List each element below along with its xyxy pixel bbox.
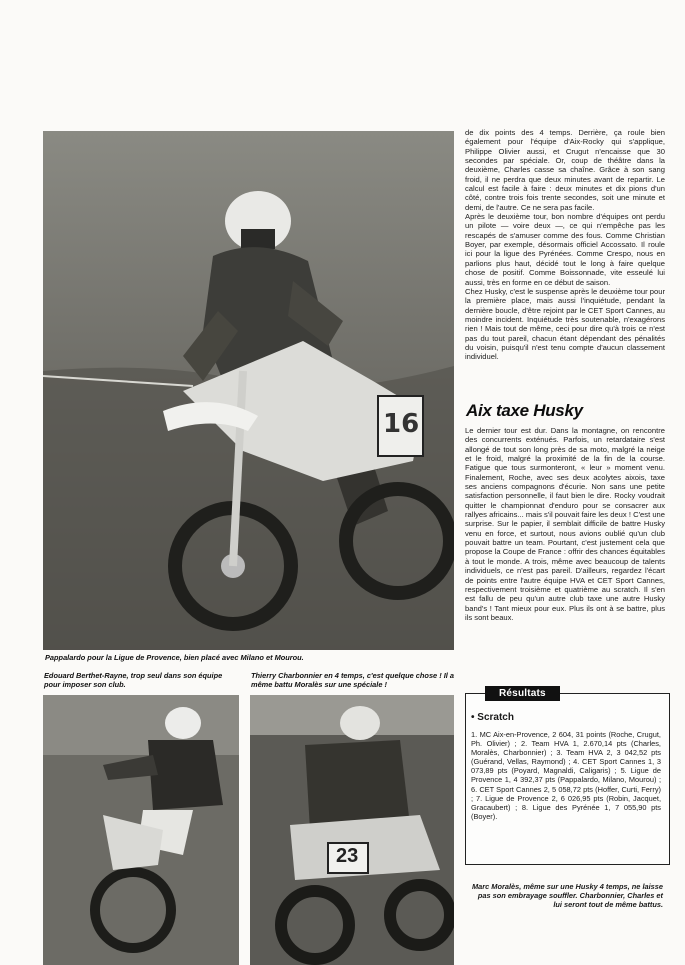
article-column-bottom bbox=[465, 426, 665, 622]
results-subheading: • Scratch bbox=[471, 712, 514, 723]
main-photo-caption: Pappalardo pour la Ligue de Provence, bien placé avec Milano et Mourou. bbox=[45, 653, 304, 662]
section-heading: Aix taxe Husky bbox=[466, 401, 583, 420]
main-photo bbox=[43, 131, 454, 650]
rider-illustration bbox=[250, 695, 454, 965]
article-paragraph: de dix points des 4 temps. Derrière, ça roule bien également pour l'équipe d'Aix-Rocky qui s'applique, Philippe Olivier aussi, et Crugut n'encaisse que 30 secondes par spéciale. Or, coup de théâtre dans la deuxième, Charles casse sa chaîne. Grâce à son sang froid, il ne perdra que deux minutes avant de repartir. Le calcul est facile à faire : deux minutes et dix pions d'un côté, contre trois fois trente secondes, soit une minute et demi, de l'autre. Ce ne sera pas facile. bbox=[465, 128, 665, 212]
right-photo-caption: Thierry Charbonnier en 4 temps, c'est quelque chose ! Il a même battu Moralès sur une spéciale ! bbox=[251, 671, 455, 689]
side-photo-caption: Marc Moralès, même sur une Husky 4 temps, ne laisse pas son embrayage souffler. Charbonnier, Charles et lui seront tout de même battus. bbox=[471, 882, 663, 909]
rear-number-plate: 23 bbox=[336, 845, 359, 867]
article-paragraph: Après le deuxième tour, bon nombre d'équipes ont perdu un pilote — voire deux —, ce qui n'empêche pas les rescapés de s'amuser comme des fous. Comme Christian Boyer, par exemple, désormais officiel Accossato. Il roule ici pour la ligue des Pyrénées. Comme Crespo, nous en parlions plus haut, décidé tout le long à faire quelque chose de positif. Comme Boissonnade, vite esseulé lui aussi, très en forme en ce début de saison. bbox=[465, 212, 665, 287]
left-photo bbox=[43, 695, 239, 965]
results-text: 1. MC Aix-en-Provence, 2 604, 31 points (Roche, Crugut, Ph. Olivier) ; 2. Team HVA 1, 2.670,14 pts (Charles, Moralès, Charbonnier) ; 3. Team HVA 2, 3 042,52 pts (Guérand, Vellas, Raymond) ; 4. CET Sport Cannes 1, 3 073,89 pts (Poyard, Magnaldi, Caligaris) ; 5. Ligue de Provence 1, 4 392,37 pts (Pappalardo, Milano, Mourou) ; 6. CET Sport Cannes 2, 5 058,72 pts (Hoffer, Curti, Ferry) ; 7. Ligue de Provence 2, 6 026,95 pts (Robin, Jacquet, Gracaubert) ; 8. Ligue des Pyrénée 1, 7 055,90 pts (Boyer). bbox=[471, 730, 661, 821]
rider-illustration bbox=[43, 695, 239, 965]
article-column-top bbox=[465, 128, 665, 362]
article-paragraph: Chez Husky, c'est le suspense après le deuxième tour pour la première place, mais aussi l'inquiétude, pendant la dernière boucle, d'être rejoint par le CET Sport Cannes, au moindre incident. Inquiétude très soutenable, n'exagérons rien ! Mais tout de même, ceci pour dire qu'à trois ce n'est pas du tout pareil, chacun étant dépendant des pénalités du voisin, puisqu'il n'est tenu compte d'aucun classement individuel. bbox=[465, 286, 665, 362]
results-tab: Résultats bbox=[485, 686, 560, 701]
motocross-rider-illustration bbox=[43, 131, 454, 650]
front-number-plate: 16 bbox=[383, 409, 420, 439]
left-photo-caption: Edouard Berthet-Rayne, trop seul dans son équipe pour imposer son club. bbox=[44, 671, 223, 689]
right-photo bbox=[250, 695, 454, 965]
article-paragraph: Le dernier tour est dur. Dans la montagne, on rencontre des concurrents exténués. Parfois, un retardataire s'est allongé de tout son long près de sa moto, malgré la neige et le froid, malgré la proximité de la fin de la course. Fatigue que tous surmonteront, « leur » moment venu. Finalement, Roche, avec ses deux acolytes aixois, taxe ses anciens compagnons d'écurie. Non sans une petite satisfaction personnelle, il faut bien le dire. Rocky voudrait quitter le championnat d'enduro pour se consacrer aux rallyes africains... mais s'il pouvait faire les deux ! C'est une surprise. Sur le papier, il semblait difficile de battre Husky venu en force, et surtout, nous avions oublié qu'un club pouvait battre un team. Pourtant, c'est justement cela que propose la Coupe de France : offrir des chances équitables à tout le monde. A trois, même avec beaucoup de talents individuels, ce n'est pas pareil. D'ailleurs, regardez l'écart de points entre l'autre équipe HVA et CET Sport Cannes, respectivement troisième et quatrième au scratch. Il s'en est fallu de peu qu'un autre club taxe une autre Husky band's ! Tant mieux pour eux. Plus ils ont à se battre, plus ils sont beaux. bbox=[465, 426, 665, 622]
